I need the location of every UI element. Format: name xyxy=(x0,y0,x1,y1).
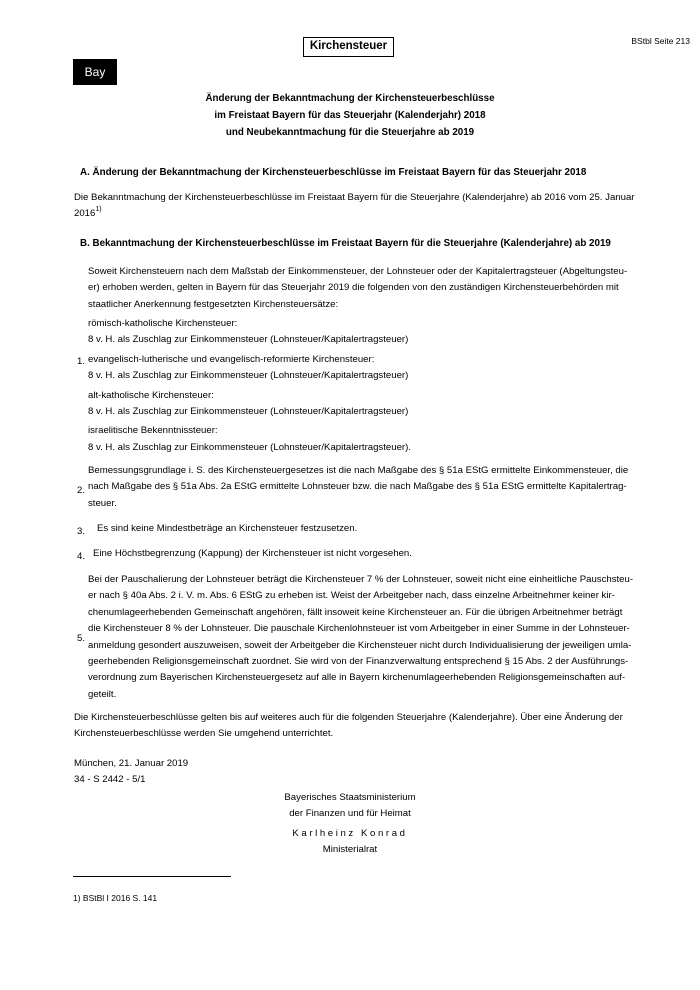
rate-name: evangelisch-lutherische und evangelisch-reformierte Kirchensteuer: xyxy=(88,353,375,365)
item-5-line: er nach § 40a Abs. 2 i. V. m. Abs. 6 EStG zu erheben ist. Weist der Arbeitgeber nach, dass einzelne Arbeitnehmer keiner kir- xyxy=(88,590,615,602)
section-a-line: Die Bekanntmachung der Kirchensteuerbeschlüsse im Freistaat Bayern für die Steuerjahre (Kalenderjahre) ab 2016 vom 25. Januar xyxy=(74,192,635,203)
item-5-line: die Kirchensteuer 8 % der Lohnsteuer. Die pauschale Kirchenlohnsteuer ist vom Arbeitgeber in einer Summe in der Lohnsteuer- xyxy=(88,623,630,635)
intro-line: Soweit Kirchensteuern nach dem Maßstab der Einkommensteuer, der Lohnsteuer oder der Kapitalertragsteuer (Abgeltungsteu- xyxy=(88,266,628,277)
page-reference: BStbl Seite 213 xyxy=(631,36,690,46)
closing-line: Kirchensteuerbeschlüsse werden Sie umgehend unterrichtet. xyxy=(74,728,334,740)
file-reference: 34 - S 2442 - 5/1 xyxy=(74,774,146,785)
item-2-line: steuer. xyxy=(88,497,117,509)
section-b-intro xyxy=(88,264,628,313)
document-category-box: Kirchensteuer xyxy=(303,37,394,57)
item-5-line: verordnung zum Bayerischen Kirchensteuergesetz auf alle in Bayern kirchenumlageerhebenden Religionsgemeinschaften auf- xyxy=(88,672,626,684)
rate-name: alt-katholische Kirchensteuer: xyxy=(88,389,214,401)
section-b-heading: B. Bekanntmachung der Kirchensteuerbeschlüsse im Freistaat Bayern für die Steuerjahre (Kalenderjahre) ab 2019 xyxy=(80,238,611,249)
item-4-text: Eine Höchstbegrenzung (Kappung) der Kirchensteuer ist nicht vorgesehen. xyxy=(93,548,412,559)
item-number-5: 5. xyxy=(77,633,86,644)
item-5-text xyxy=(88,572,634,703)
item-number-4: 4. xyxy=(77,551,86,562)
item-5-line: Bei der Pauschalierung der Lohnsteuer beträgt die Kirchensteuer 7 % der Lohnsteuer, soweit nicht eine einheitliche Pauschsteu- xyxy=(88,574,634,585)
item-2-line: nach Maßgabe des § 51a Abs. 2a EStG ermittelte Lohnsteuer bzw. die nach Maßgabe des § 51a EStG ermittelte Kapitalertrag- xyxy=(88,481,627,493)
rate-entry xyxy=(88,423,628,456)
footnote: 1) BStBl I 2016 S. 141 xyxy=(73,893,158,903)
rate-entry xyxy=(88,316,628,349)
title-line: Änderung der Bekanntmachung der Kirchensteuerbeschlüsse xyxy=(205,93,495,104)
footnote-divider xyxy=(73,876,231,877)
title-line: im Freistaat Bayern für das Steuerjahr (Kalenderjahr) 2018 xyxy=(214,110,486,121)
item-number-2: 2. xyxy=(77,485,86,496)
item-5-line: geteilt. xyxy=(88,688,117,700)
item-2-line: Bemessungsgrundlage i. S. des Kirchensteuergesetzes ist die nach Maßgabe des § 51a EStG ermittelte Einkommensteuer, die xyxy=(88,465,629,476)
section-a-heading: A. Änderung der Bekanntmachung der Kirchensteuerbeschlüsse im Freistaat Bayern für das Steuerjahr 2018 xyxy=(80,167,587,178)
rate-value: 8 v. H. als Zuschlag zur Einkommensteuer (Lohnsteuer/Kapitalertragsteuer). xyxy=(88,441,411,453)
item-number-1: 1. xyxy=(77,356,86,367)
church-tax-rate-list xyxy=(88,316,628,456)
rate-name: israelitische Bekenntnissteuer: xyxy=(88,425,218,437)
rate-value: 8 v. H. als Zuschlag zur Einkommensteuer (Lohnsteuer/Kapitalertragsteuer) xyxy=(88,370,409,382)
document-title xyxy=(140,90,560,141)
rate-name: römisch-katholische Kirchensteuer: xyxy=(88,318,238,329)
signer-title: Ministerialrat xyxy=(322,844,378,856)
item-3-text: Es sind keine Mindestbeträge an Kirchensteuer festzusetzen. xyxy=(97,523,358,534)
ministry-name: Bayerisches Staatsministerium xyxy=(284,792,416,803)
rate-value: 8 v. H. als Zuschlag zur Einkommensteuer (Lohnsteuer/Kapitalertragsteuer) xyxy=(88,334,409,346)
item-5-line: geerhebenden Religionsgemeinschaft zuordnet. Sie wird von der Finanzverwaltung entsprechend § 15 Abs. 2 der Ausführungs- xyxy=(88,656,629,668)
closing-line: Die Kirchensteuerbeschlüsse gelten bis auf weiteres auch für die folgenden Steuerjahre (Kalenderjahre). Über eine Änderung der xyxy=(74,712,623,723)
section-a-text xyxy=(74,190,634,223)
item-5-line: anmeldung gesondert auszuweisen, soweit der Arbeitgeber die Kirchensteuer nicht durch Individualisierung der jeweiligen umla- xyxy=(88,639,632,651)
item-5-line: chenumlageerhebenden Gemeinschaft angehören, fällt insoweit keine Kirchensteuer an. Für die übrigen Arbeitnehmer beträgt xyxy=(88,606,623,618)
item-number-3: 3. xyxy=(77,526,86,537)
section-a-line: 2016$^{1)}$ xyxy=(74,206,102,220)
signer-name: Karlheinz Konrad xyxy=(292,827,408,839)
ministry-block xyxy=(250,790,450,859)
closing-paragraph xyxy=(74,710,634,743)
rate-entry xyxy=(88,388,628,421)
intro-line: er) erhoben werden, gelten in Bayern für das Steuerjahr 2019 die folgenden von den zuständigen Kirchensteuerbehörden mit xyxy=(88,282,619,294)
title-line: und Neubekanntmachung für die Steuerjahre ab 2019 xyxy=(225,127,475,138)
ministry-name: der Finanzen und für Heimat xyxy=(289,808,411,820)
place-date: München, 21. Januar 2019 xyxy=(74,758,189,769)
footnote-reference: 1) xyxy=(95,206,102,214)
rate-entry xyxy=(88,352,628,385)
intro-line: staatlicher Anerkennung festgesetzten Kirchensteuersätze: xyxy=(88,298,339,310)
rate-value: 8 v. H. als Zuschlag zur Einkommensteuer (Lohnsteuer/Kapitalertragsteuer) xyxy=(88,406,409,418)
state-badge: Bay xyxy=(73,59,117,85)
item-2-text xyxy=(88,463,628,512)
